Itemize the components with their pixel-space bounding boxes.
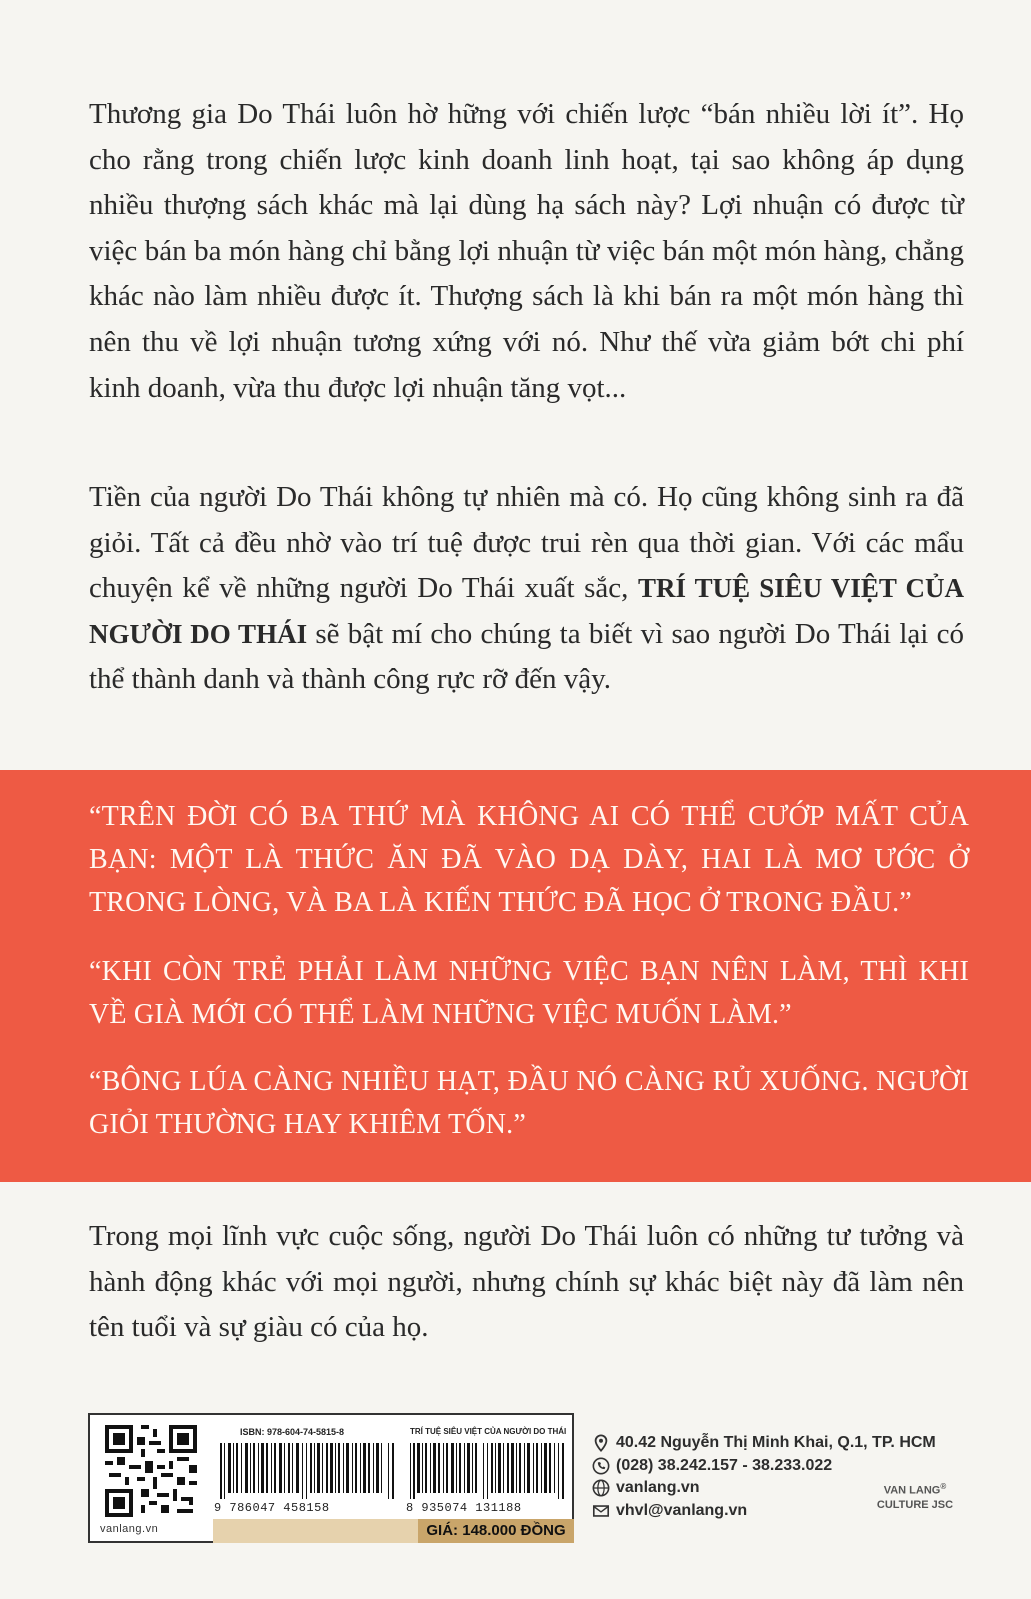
location-pin-icon xyxy=(592,1434,610,1452)
ean-barcode xyxy=(408,1443,570,1499)
registered-mark: ® xyxy=(940,1482,947,1491)
mail-icon xyxy=(592,1502,610,1520)
email-text: vhvl@vanlang.vn xyxy=(616,1501,748,1519)
price-strip xyxy=(213,1519,418,1543)
book-title-bold: TRÍ TUỆ SIÊU VIỆT CỦA NGƯỜI DO THÁI xyxy=(89,573,964,649)
book-title-label: TRÍ TUỆ SIÊU VIỆT CỦA NGƯỜI DO THÁI xyxy=(410,1427,567,1436)
price-label: GIÁ: 148.000 ĐỒNG xyxy=(418,1519,574,1543)
intro-paragraph: Thương gia Do Thái luôn hờ hững với chiến lược “bán nhiều lời ít”. Họ cho rằng trong chiến lược kinh doanh linh hoạt, tại sao không áp dụng nhiều thượng sách khác mà lại dùng hạ sách này? Lợi nhuận có được từ việc bán ba món hàng chỉ bằng lợi nhuận từ việc bán một món hàng, chẳng khác nào làm nhiều được ít. Thượng sách là khi bán ra một món hàng thì nên thu về lợi nhuận tương xứng với nó. Như thế vừa giảm bớt chi phí kinh doanh, vừa thu được lợi nhuận tăng vọt... xyxy=(89,98,964,404)
website-text: vanlang.vn xyxy=(616,1479,700,1497)
closing-paragraph: Trong mọi lĩnh vực cuộc sống, người Do Thái luôn có những tư tưởng và hành động khác với mọi người, nhưng chính sự khác biệt này đã làm nên tên tuổi và sự giàu có của họ. xyxy=(89,1220,964,1344)
isbn-digits: 9 786047 458158 xyxy=(214,1501,330,1515)
globe-icon xyxy=(592,1479,610,1497)
barcode-box xyxy=(88,1413,574,1543)
address-row xyxy=(592,1432,936,1455)
book-summary-paragraph xyxy=(89,475,964,703)
phone-row xyxy=(592,1455,936,1478)
phone-icon xyxy=(592,1457,610,1475)
qr-code-icon xyxy=(96,1421,206,1521)
quote-1: “TRÊN ĐỜI CÓ BA THỨ MÀ KHÔNG AI CÓ THỂ CƯỚP MẤT CỦA BẠN: MỘT LÀ THỨC ĂN ĐÃ VÀO DẠ DÀY, HAI LÀ MƠ ƯỚC Ở TRONG LÒNG, VÀ BA LÀ KIẾN THỨC ĐÃ HỌC Ở TRONG ĐẦU.” xyxy=(89,801,969,918)
phone-text: (028) 38.242.157 - 38.233.022 xyxy=(616,1456,833,1474)
publisher-logo xyxy=(855,1480,975,1512)
quote-2: “KHI CÒN TRẺ PHẢI LÀM NHỮNG VIỆC BẠN NÊN LÀM, THÌ KHI VỀ GIÀ MỚI CÓ THỂ LÀM NHỮNG VIỆC MUỐN LÀM.” xyxy=(89,956,969,1030)
publisher-name: VAN LANG xyxy=(883,1484,941,1497)
quote-3: “BÔNG LÚA CÀNG NHIỀU HẠT, ĐẦU NÓ CÀNG RỦ XUỐNG. NGƯỜI GIỎI THƯỜNG HAY KHIÊM TỐN.” xyxy=(89,1066,969,1140)
isbn-barcode xyxy=(218,1443,398,1499)
address-text: 40.42 Nguyễn Thị Minh Khai, Q.1, TP. HCM xyxy=(616,1434,936,1452)
isbn-label: ISBN: 978-604-74-5815-8 xyxy=(240,1427,345,1437)
ean-digits: 8 935074 131188 xyxy=(406,1501,522,1515)
qr-site-label: vanlang.vn xyxy=(100,1523,159,1535)
publisher-subtitle: CULTURE JSC xyxy=(876,1498,954,1511)
summary-text-start: Tiền của người Do Thái không tự nhiên mà có. Họ cũng không sinh ra đã giỏi. Tất cả đều nhờ vào trí tuệ được trui rèn qua thời gian. Với các mẩu chuyện kể về những người Do Thái xuất sắc, xyxy=(89,481,964,605)
summary-text-end: sẽ bật mí cho chúng ta biết vì sao người Do Thái lại có thể thành danh và thành công rực rỡ đến vậy. xyxy=(89,617,964,696)
